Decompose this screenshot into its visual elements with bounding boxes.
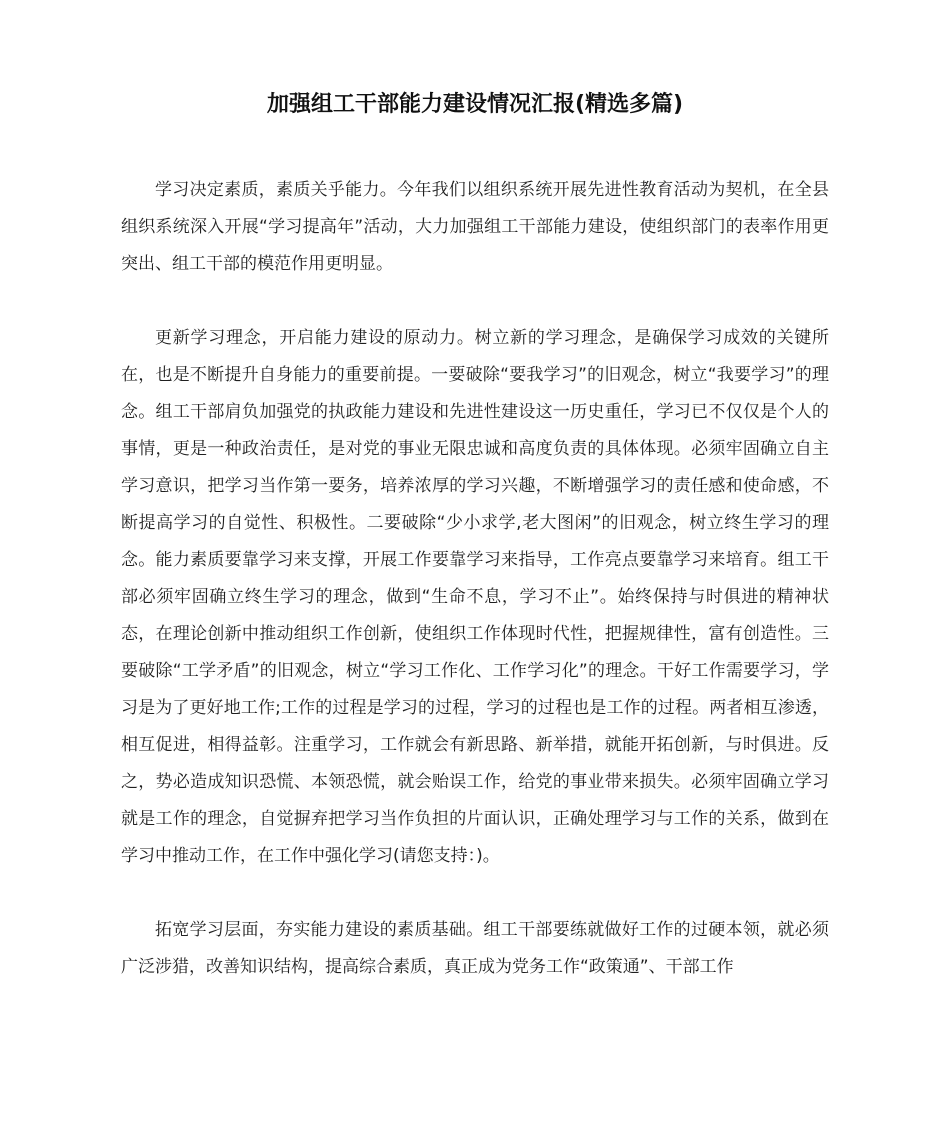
document-title: 加强组工干部能力建设情况汇报(精选多篇) xyxy=(266,92,684,117)
document-body xyxy=(121,172,829,1023)
paragraph-learning-concept: 更新学习理念，开启能力建设的原动力。树立新的学习理念，是确保学习成效的关键所在，也是不断提升自身能力的重要前提。一要破除“要我学习”的旧观念，树立“我要学习”的理念。组工干部肩负加强党的执政能力建设和先进性建设这一历史重任，学习已不仅仅是个人的事情，更是一种政治责任，是对党的事业无限忠诚和高度负责的具体体现。必须牢固确立自主学习意识，把学习当作第一要务，培养浓厚的学习兴趣，不断增强学习的责任感和使命感，不断提高学习的自觉性、积极性。二要破除“少小求学,老大图闲”的旧观念，树立终生学习的理念。能力素质要靠学习来支撑，开展工作要靠学习来指导，工作亮点要靠学习来培育。组工干部必须牢固确立终生学习的理念，做到“生命不息，学习不止”。始终保持与时俱进的精神状态，在理论创新中推动组织工作创新，使组织工作体现时代性，把握规律性，富有创造性。三要破除“工学矛盾”的旧观念，树立“学习工作化、工作学习化”的理念。干好工作需要学习，学习是为了更好地工作;工作的过程是学习的过程，学习的过程也是工作的过程。两者相互渗透，相互促进，相得益彰。注重学习，工作就会有新思路、新举措，就能开拓创新，与时俱进。反之，势必造成知识恐慌、本领恐慌，就会贻误工作，给党的事业带来损失。必须牢固确立学习就是工作的理念，自觉摒弃把学习当作负担的片面认识，正确处理学习与工作的关系，做到在学习中推动工作，在工作中强化学习(请您支持：)。 xyxy=(121,328,829,866)
paragraph-learning-scope: 拓宽学习层面，夯实能力建设的素质基础。组工干部要练就做好工作的过硬本领，就必须广泛涉猎，改善知识结构，提高综合素质，真正成为党务工作“政策通”、干部工作 xyxy=(121,920,829,977)
paragraph-intro: 学习决定素质，素质关乎能力。今年我们以组织系统开展先进性教育活动为契机，在全县组织系统深入开展“学习提高年”活动，大力加强组工干部能力建设，使组织部门的表率作用更突出、组工干部的模范作用更明显。 xyxy=(121,180,829,274)
